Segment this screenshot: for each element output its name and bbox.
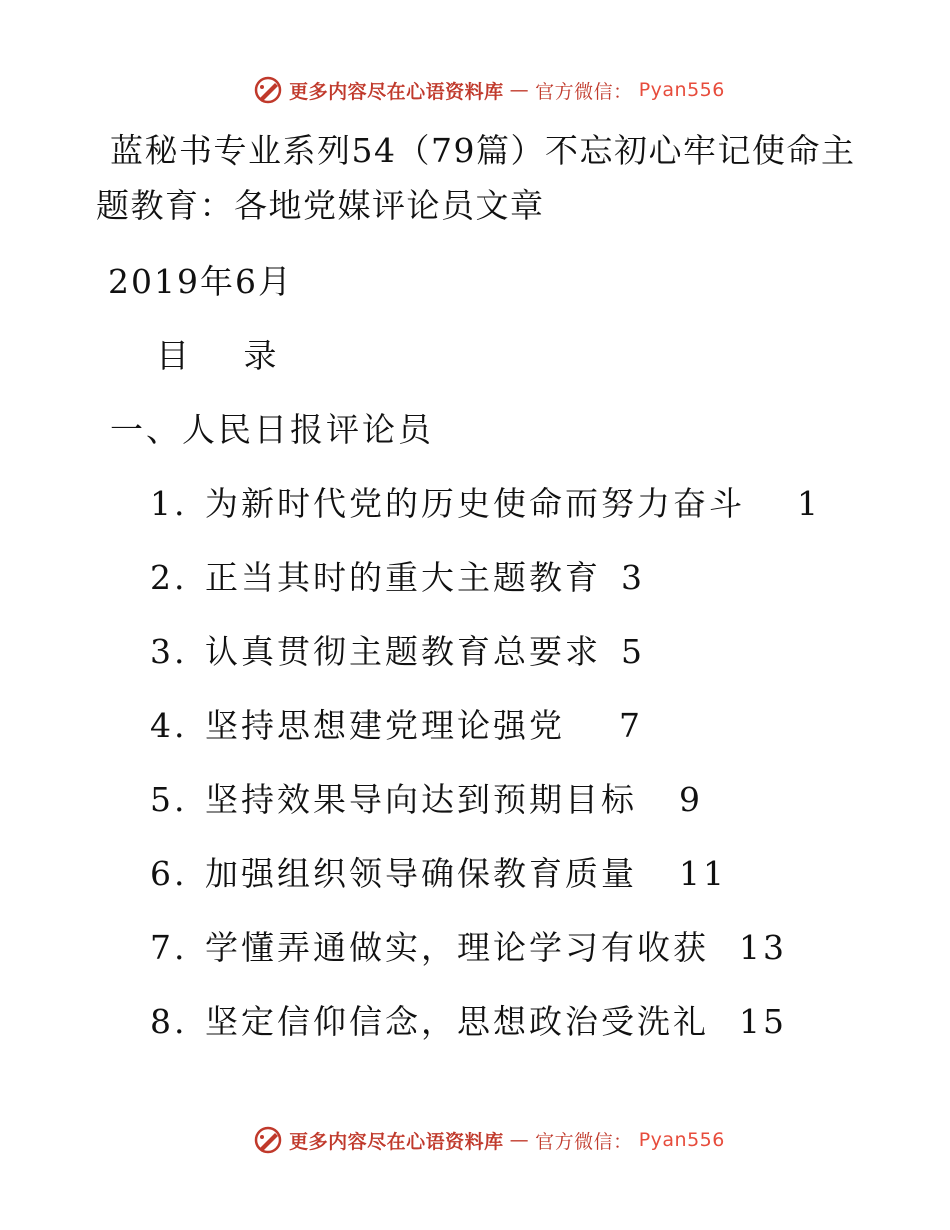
toc-entry-number: 3. <box>150 632 188 671</box>
brush-logo-icon <box>253 1125 283 1155</box>
toc-entry-title: 坚持思想建党理论强党 <box>205 706 565 745</box>
toc-entry-title: 坚定信仰信念，思想政治受洗礼 <box>205 1002 709 1041</box>
toc-entry-number: 8. <box>150 1002 188 1041</box>
watermark-sub-text: 官方微信： <box>535 80 633 103</box>
watermark-id-text: Pyan556 <box>638 1129 725 1151</box>
toc-entry-number: 4. <box>150 706 188 745</box>
watermark-main-text: 更多内容尽在心语资料库 <box>289 80 504 103</box>
toc-entry-number: 2. <box>150 558 188 597</box>
toc-list <box>150 478 821 1070</box>
watermark-main-text: 更多内容尽在心语资料库 <box>289 1130 504 1153</box>
watermark-sub-text: 官方微信： <box>535 1130 633 1153</box>
brush-logo-icon <box>253 75 283 105</box>
toc-entry-page: 13 <box>739 928 787 967</box>
toc-entry[interactable] <box>150 626 821 700</box>
toc-entry-page: 11 <box>679 854 727 893</box>
document-date: 2019年6月 <box>108 262 293 301</box>
toc-entry[interactable] <box>150 700 821 774</box>
toc-entry-page: 5 <box>621 632 645 671</box>
toc-entry-number: 6. <box>150 854 188 893</box>
toc-entry-number: 5. <box>150 780 188 819</box>
toc-entry-number: 7. <box>150 928 188 967</box>
toc-entry-page: 1 <box>797 484 821 523</box>
toc-entry-page: 9 <box>679 780 703 819</box>
toc-entry[interactable] <box>150 922 821 996</box>
toc-entry[interactable] <box>150 478 821 552</box>
toc-entry-title: 正当其时的重大主题教育 <box>205 558 601 597</box>
section-heading: 一、人民日报评论员 <box>110 410 434 449</box>
watermark-id-text: Pyan556 <box>638 79 725 101</box>
toc-entry[interactable] <box>150 774 821 848</box>
toc-entry-title: 学懂弄通做实，理论学习有收获 <box>205 928 709 967</box>
watermark-dash: — <box>509 1129 530 1151</box>
toc-entry-number: 1. <box>150 484 188 523</box>
toc-entry[interactable] <box>150 848 821 922</box>
watermark-dash: — <box>509 79 530 101</box>
toc-entry-page: 3 <box>621 558 645 597</box>
toc-entry-page: 15 <box>739 1002 787 1041</box>
toc-entry[interactable] <box>150 552 821 626</box>
toc-heading: 目 录 <box>156 336 299 375</box>
toc-entry-title: 为新时代党的历史使命而努力奋斗 <box>205 484 745 523</box>
toc-entry-page: 7 <box>619 706 643 745</box>
watermark-banner-top <box>0 70 950 110</box>
toc-entry-title: 加强组织领导确保教育质量 <box>205 854 637 893</box>
toc-entry-title: 认真贯彻主题教育总要求 <box>205 632 601 671</box>
watermark-banner-bottom <box>0 1120 950 1160</box>
toc-entry-title: 坚持效果导向达到预期目标 <box>205 780 637 819</box>
document-title: 蓝秘书专业系列54（79篇）不忘初心牢记使命主题教育：各地党媒评论员文章 <box>96 131 856 225</box>
toc-entry[interactable] <box>150 996 821 1070</box>
